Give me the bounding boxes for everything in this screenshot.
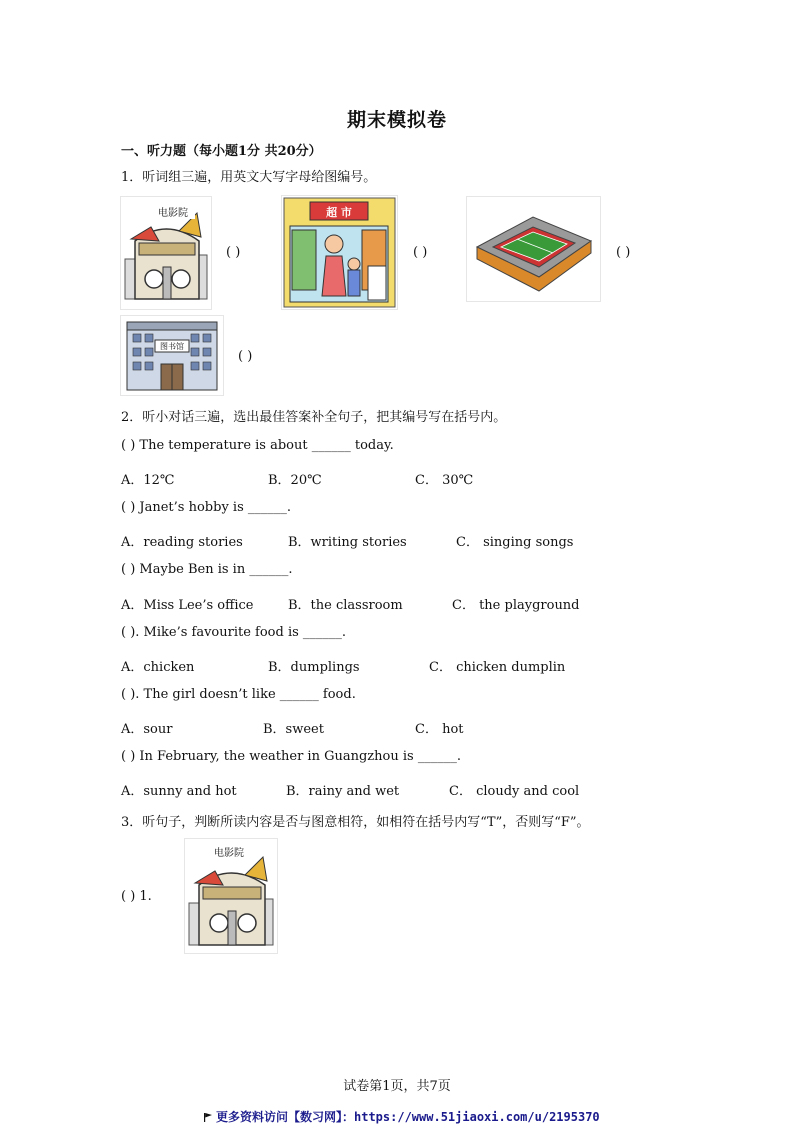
q1-answer-paren-2[interactable]: ( ) [413, 245, 428, 260]
q2-item-3-option-c: C． the playground [452, 598, 580, 613]
q2-item-1-stem: ( ) The temperature is about ______ today. [121, 438, 394, 453]
page-number: 试卷第1页，共7页 [343, 1079, 451, 1094]
q2-item-4-option-b: B．dumplings [268, 660, 360, 675]
q1-answer-paren-1[interactable]: ( ) [226, 245, 241, 260]
library-picture [120, 315, 224, 396]
library-sign-text: 图书馆 [160, 342, 184, 351]
q2-item-2-option-c: C． singing songs [456, 535, 574, 550]
footer-link-text: 更多资料访问【数习网】：https://www.51jiaoxi.com/u/2195370 [216, 1110, 600, 1124]
q2-item-2-option-b: B．writing stories [288, 535, 407, 550]
q2-item-2-option-a: A．reading stories [121, 535, 243, 550]
q2-item-4-option-a: A．chicken [121, 660, 195, 675]
q2-item-1-option-a: A．12℃ [121, 473, 175, 488]
page-title: 期末模拟卷 [346, 109, 447, 131]
section-heading-listening: 一、听力题（每小题1分 共20分） [121, 144, 322, 159]
q2-item-1-option-b: B．20℃ [268, 473, 322, 488]
q2-item-4-stem: ( ). Mike’s favourite food is ______. [121, 625, 347, 640]
q1-instruction: 1．听词组三遍，用英文大写字母给图编号。 [121, 170, 377, 185]
q2-item-1-option-c: C． 30℃ [415, 473, 474, 488]
q3-cinema-sign-text: 电影院 [214, 848, 244, 859]
q2-instruction: 2．听小对话三遍，选出最佳答案补全句子，把其编号写在括号内。 [121, 410, 507, 425]
footer-link[interactable] [204, 1108, 600, 1125]
supermarket-picture [281, 195, 398, 310]
q1-answer-paren-3[interactable]: ( ) [616, 245, 631, 260]
q2-item-4-option-c: C． chicken dumplin [429, 660, 566, 675]
q2-item-6-option-b: B．rainy and wet [286, 784, 400, 799]
q2-item-3-option-a: A．Miss Lee’s office [121, 598, 254, 613]
q2-item-6-option-a: A．sunny and hot [121, 784, 237, 799]
cinema-sign-text: 电影院 [158, 208, 188, 219]
q2-item-5-option-a: A．sour [121, 722, 173, 737]
q1-answer-paren-4[interactable]: ( ) [238, 349, 253, 364]
q2-item-6-option-c: C． cloudy and cool [449, 784, 580, 799]
q2-item-6-stem: ( ) In February, the weather in Guangzhou is ______. [121, 749, 461, 764]
q2-item-5-option-c: C． hot [415, 722, 464, 737]
q2-item-2-stem: ( ) Janet’s hobby is ______. [121, 500, 292, 515]
q3-instruction: 3．听句子，判断所读内容是否与图意相符，如相符在括号内写“T”，否则写“F”。 [121, 815, 590, 830]
flag-icon [204, 1113, 212, 1122]
supermarket-sign-text: 超 市 [326, 206, 352, 219]
q2-item-3-option-b: B．the classroom [288, 598, 403, 613]
q3-item-1: ( ) 1. [121, 889, 152, 904]
q2-item-5-stem: ( ). The girl doesn’t like ______ food. [121, 687, 356, 702]
stadium-picture [466, 196, 601, 302]
q3-cinema-picture [184, 838, 278, 954]
q2-item-5-option-b: B．sweet [263, 722, 324, 737]
cinema-picture [120, 196, 212, 310]
q2-item-3-stem: ( ) Maybe Ben is in ______. [121, 562, 293, 577]
